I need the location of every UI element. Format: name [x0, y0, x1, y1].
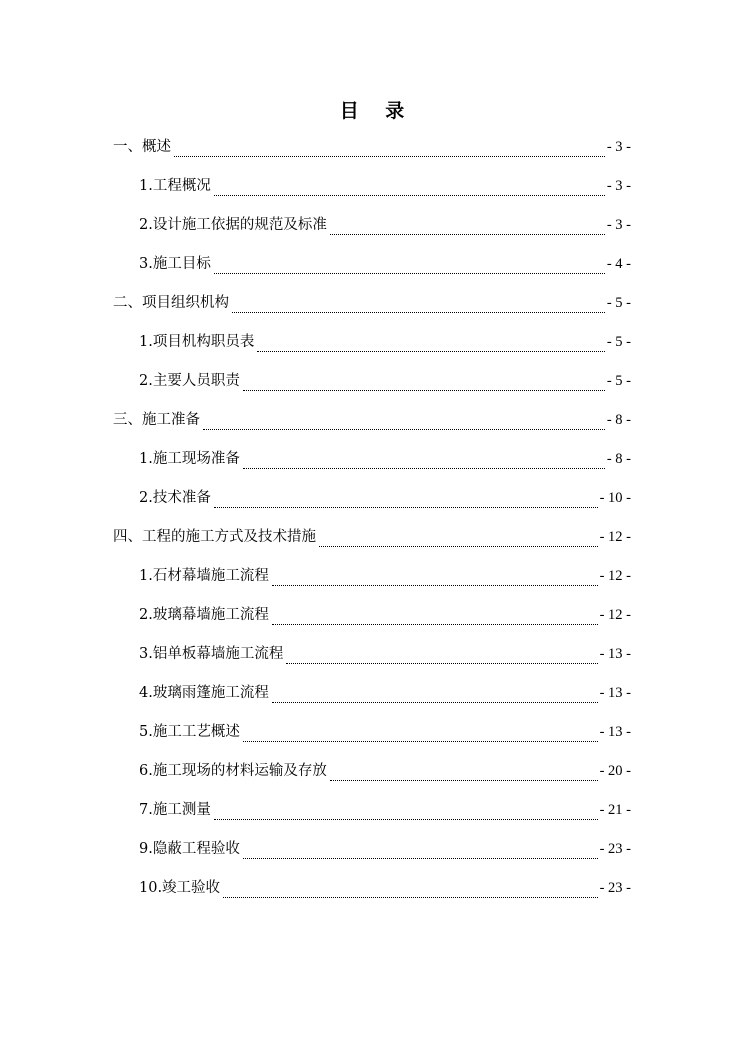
toc-entry[interactable]	[113, 869, 631, 908]
toc-entry-page-number: - 3 -	[606, 139, 631, 155]
toc-entry-page-number: - 8 -	[606, 451, 631, 467]
toc-entry[interactable]	[113, 674, 631, 713]
toc-entry[interactable]	[113, 284, 631, 323]
toc-entry-label: 3.施工目标	[139, 256, 211, 272]
toc-entry[interactable]	[113, 518, 631, 557]
toc-entry-page-number: - 12 -	[599, 529, 631, 545]
toc-entry-page-number: - 13 -	[599, 685, 631, 701]
toc-dot-leader	[214, 183, 605, 196]
toc-dot-leader	[243, 846, 598, 859]
toc-entry-page-number: - 5 -	[606, 334, 631, 350]
toc-dot-leader	[330, 222, 605, 235]
toc-entry[interactable]	[113, 830, 631, 869]
toc-entry-label: 7.施工测量	[139, 802, 211, 818]
toc-entry-label: 9.隐蔽工程验收	[139, 841, 240, 857]
toc-entry-label: 1.石材幕墙施工流程	[139, 568, 269, 584]
toc-dot-leader	[243, 378, 605, 391]
toc-dot-leader	[214, 807, 598, 820]
toc-entry[interactable]	[113, 635, 631, 674]
toc-entry-page-number: - 3 -	[606, 217, 631, 233]
toc-entry-label: 4.玻璃雨篷施工流程	[139, 685, 269, 701]
toc-entry[interactable]	[113, 362, 631, 401]
toc-dot-leader	[243, 456, 605, 469]
toc-entry-page-number: - 12 -	[599, 568, 631, 584]
toc-entry-label: 2.主要人员职责	[139, 373, 240, 389]
toc-entry-page-number: - 23 -	[599, 841, 631, 857]
toc-entry-page-number: - 8 -	[606, 412, 631, 428]
toc-entry-label: 三、施工准备	[113, 412, 200, 428]
toc-entry-label: 2.玻璃幕墙施工流程	[139, 607, 269, 623]
page-title: 目 录	[339, 100, 415, 122]
toc-entry[interactable]	[113, 206, 631, 245]
toc-dot-leader	[272, 573, 598, 586]
toc-entry[interactable]	[113, 557, 631, 596]
toc-entry-page-number: - 23 -	[599, 880, 631, 896]
toc-entry-label: 一、概述	[113, 139, 171, 155]
toc-dot-leader	[257, 339, 604, 352]
toc-entry-label: 6.施工现场的材料运输及存放	[139, 763, 327, 779]
toc-entry-page-number: - 5 -	[606, 295, 631, 311]
toc-entry-label: 1.项目机构职员表	[139, 334, 255, 350]
toc-entry-label: 四、工程的施工方式及技术措施	[113, 529, 316, 545]
toc-entry[interactable]	[113, 752, 631, 791]
toc-entry[interactable]	[113, 245, 631, 284]
toc-entry[interactable]	[113, 479, 631, 518]
toc-dot-leader	[214, 261, 605, 274]
toc-entry-page-number: - 5 -	[606, 373, 631, 389]
toc-entry-page-number: - 12 -	[599, 607, 631, 623]
toc-entry-page-number: - 4 -	[606, 256, 631, 272]
toc-dot-leader	[223, 885, 598, 898]
toc-dot-leader	[272, 612, 598, 625]
toc-entry-label: 2.设计施工依据的规范及标准	[139, 217, 327, 233]
toc-entry-page-number: - 13 -	[599, 646, 631, 662]
toc-entry-label: 10.竣工验收	[139, 880, 221, 896]
toc-entry-page-number: - 21 -	[599, 802, 631, 818]
toc-entry-label: 5.施工工艺概述	[139, 724, 240, 740]
toc-entry-label: 1.工程概况	[139, 178, 211, 194]
toc-dot-leader	[243, 729, 598, 742]
toc-dot-leader	[272, 690, 598, 703]
toc-entry[interactable]	[113, 440, 631, 479]
toc-entry-page-number: - 10 -	[599, 490, 631, 506]
toc-entry[interactable]	[113, 401, 631, 440]
toc-entry-label: 3.铝单板幕墙施工流程	[139, 646, 284, 662]
toc-dot-leader	[330, 768, 598, 781]
table-of-contents	[113, 128, 631, 908]
toc-dot-leader	[232, 300, 605, 313]
toc-dot-leader	[214, 495, 598, 508]
toc-entry-page-number: - 20 -	[599, 763, 631, 779]
toc-entry[interactable]	[113, 713, 631, 752]
toc-dot-leader	[286, 651, 597, 664]
toc-entry[interactable]	[113, 791, 631, 830]
toc-entry[interactable]	[113, 323, 631, 362]
toc-dot-leader	[174, 144, 605, 157]
toc-entry[interactable]	[113, 128, 631, 167]
toc-entry-label: 2.技术准备	[139, 490, 211, 506]
toc-dot-leader	[319, 534, 598, 547]
toc-entry-label: 1.施工现场准备	[139, 451, 240, 467]
toc-entry[interactable]	[113, 167, 631, 206]
toc-entry-page-number: - 3 -	[606, 178, 631, 194]
toc-entry[interactable]	[113, 596, 631, 635]
toc-entry-label: 二、项目组织机构	[113, 295, 229, 311]
toc-entry-page-number: - 13 -	[599, 724, 631, 740]
toc-dot-leader	[203, 417, 605, 430]
